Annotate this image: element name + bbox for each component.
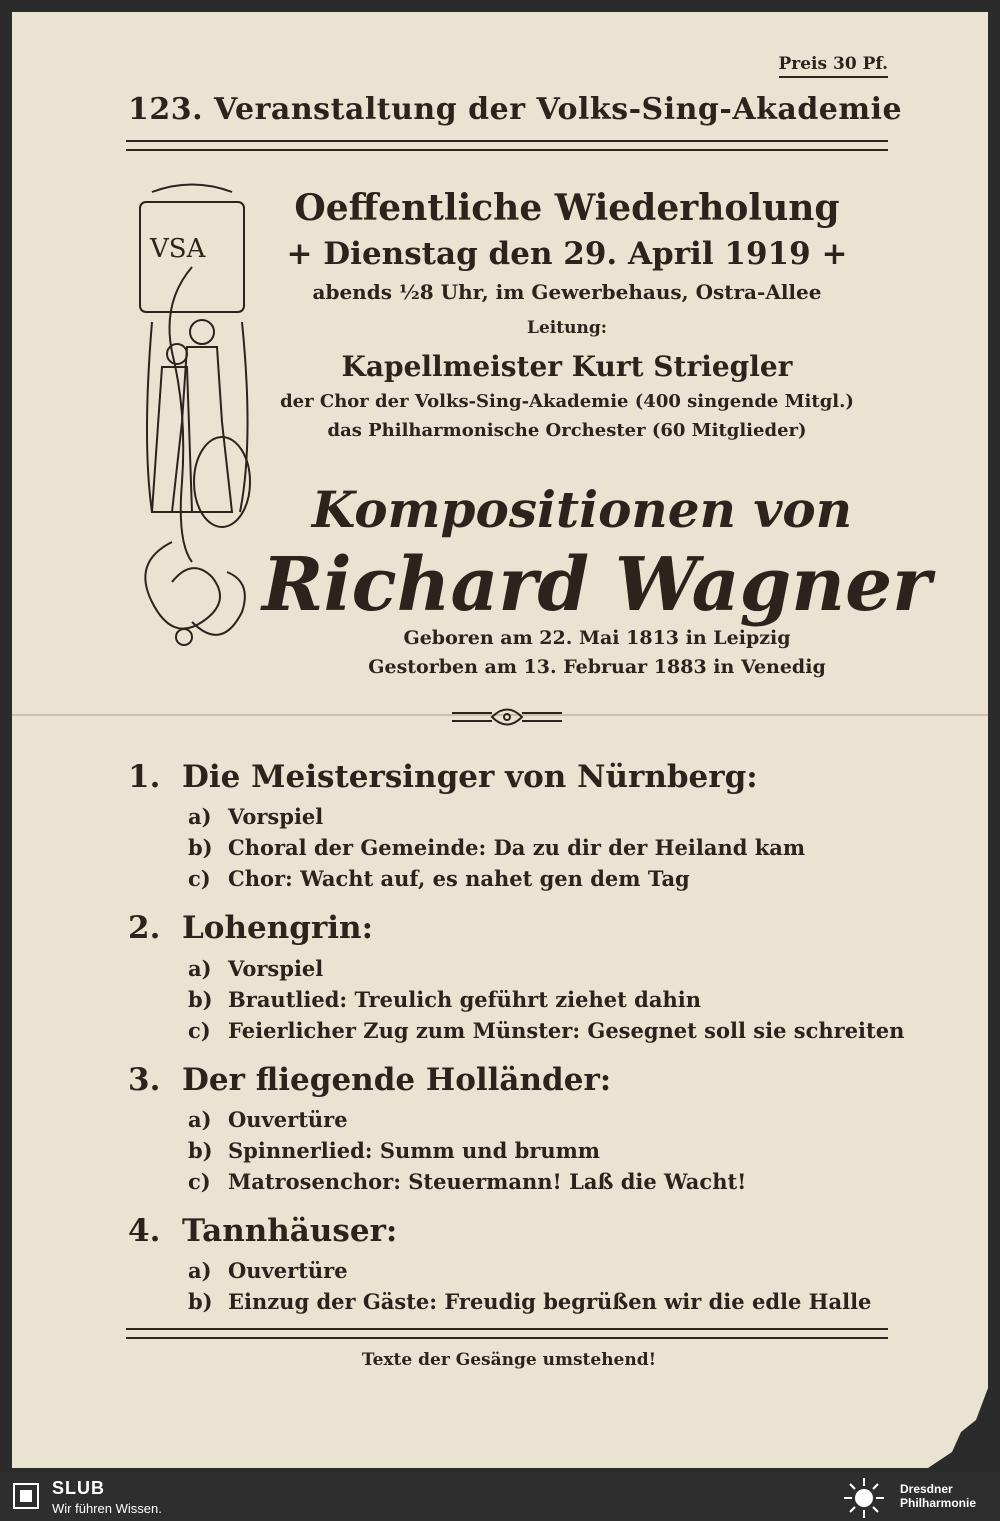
movement-list	[188, 953, 908, 1046]
program-list	[128, 757, 908, 1331]
movement-item	[188, 1104, 908, 1135]
movement-text: Vorspiel	[228, 804, 324, 830]
work-number: 4.	[128, 1212, 161, 1249]
work-number: 3.	[128, 1061, 161, 1098]
movement-text: Choral der Gemeinde: Da zu dir der Heiland kam	[228, 835, 806, 861]
movement-text: Brautlied: Treulich geführt ziehet dahin	[228, 986, 701, 1012]
movement-text: Matrosenchor: Steuermann! Laß die Wacht!	[228, 1168, 747, 1194]
conductor-name: Kapellmeister Kurt Striegler	[341, 350, 793, 384]
composer-life-dates	[342, 624, 852, 681]
movement-letter: b)	[188, 835, 213, 861]
movement-item	[188, 953, 908, 984]
viewer-footer-bar	[0, 1472, 1000, 1521]
program-work	[128, 908, 908, 1045]
movement-letter: a)	[188, 804, 212, 830]
movement-list	[188, 1255, 908, 1317]
philharmonie-name[interactable]	[900, 1482, 976, 1510]
movement-item	[188, 1015, 908, 1046]
torn-corner	[928, 1388, 988, 1468]
movement-letter: a)	[188, 1258, 212, 1284]
movement-item	[188, 1166, 908, 1197]
event-series-header: 123. Veranstaltung der Volks-Sing-Akademie	[128, 92, 903, 127]
work-title	[128, 1211, 908, 1251]
work-title-text: Die Meistersinger von Nürnberg:	[182, 759, 758, 795]
movement-letter: b)	[188, 986, 213, 1012]
movement-item	[188, 1255, 908, 1286]
movement-list	[188, 1104, 908, 1197]
movement-text: Feierlicher Zug zum Münster: Gesegnet soll sie schreiten	[228, 1017, 905, 1043]
work-title-text: Tannhäuser:	[182, 1212, 398, 1249]
event-info-block	[262, 187, 872, 441]
program-work	[128, 1060, 908, 1197]
singers-ornament-icon	[132, 182, 262, 662]
movement-item	[188, 863, 908, 894]
price-label: Preis 30 Pf.	[779, 54, 889, 78]
composer-born: Geboren am 22. Mai 1813 in Leipzig	[403, 627, 791, 649]
movement-item	[188, 1135, 908, 1166]
partner-line-1: Dresdner	[900, 1482, 953, 1496]
footer-note: Texte der Gesänge umstehend!	[361, 1350, 657, 1370]
event-time-venue: abends ½8 Uhr, im Gewerbehaus, Ostra-Allee	[312, 280, 822, 305]
svg-text:VSA: VSA	[150, 234, 206, 264]
movement-text: Chor: Wacht auf, es nahet gen dem Tag	[228, 866, 690, 892]
movement-letter: c)	[188, 866, 211, 892]
movement-item	[188, 801, 908, 832]
work-number: 1.	[128, 759, 161, 795]
work-number: 2.	[128, 910, 161, 947]
movement-item	[188, 832, 908, 863]
event-date: + Dienstag den 29. April 1919 +	[286, 236, 848, 273]
movement-text: Ouvertüre	[228, 1258, 348, 1284]
movement-letter: b)	[188, 1137, 213, 1163]
compositions-label: Kompositionen von	[311, 480, 853, 539]
movement-text: Ouvertüre	[228, 1106, 348, 1132]
movement-text: Vorspiel	[228, 955, 324, 981]
program-work	[128, 757, 908, 894]
knot-divider-icon	[452, 706, 562, 728]
philharmonie-sun-icon[interactable]	[842, 1476, 886, 1520]
slub-logo-icon[interactable]	[12, 1482, 40, 1510]
work-title-text: Der fliegende Holländer:	[182, 1061, 612, 1098]
work-title	[128, 908, 908, 948]
movement-letter: a)	[188, 1106, 212, 1132]
ensemble-orchestra: das Philharmonische Orchester (60 Mitglieder)	[327, 420, 807, 442]
header-double-rule	[126, 140, 888, 151]
leitung-label: Leitung:	[527, 318, 607, 339]
work-title-text: Lohengrin:	[182, 910, 374, 947]
footer-double-rule	[126, 1328, 888, 1339]
ensemble-choir: der Chor der Volks-Sing-Akademie (400 singende Mitgl.)	[280, 391, 854, 413]
partner-line-2: Philharmonie	[900, 1496, 977, 1510]
composer-name: Richard Wagner	[262, 542, 932, 628]
event-title: Oeffentliche Wiederholung	[294, 187, 840, 229]
program-work	[128, 1211, 908, 1317]
movement-text: Spinnerlied: Summ und brumm	[228, 1137, 601, 1163]
movement-item	[188, 984, 908, 1015]
concert-program-sheet	[12, 12, 988, 1468]
movement-list	[188, 801, 908, 894]
movement-letter: c)	[188, 1168, 211, 1194]
movement-text: Einzug der Gäste: Freudig begrüßen wir die edle Halle	[228, 1289, 872, 1315]
movement-letter: a)	[188, 955, 212, 981]
movement-item	[188, 1286, 908, 1317]
movement-letter: b)	[188, 1289, 213, 1315]
movement-letter: c)	[188, 1017, 211, 1043]
slub-name[interactable]: SLUB	[52, 1478, 105, 1498]
work-title	[128, 757, 908, 797]
composer-died: Gestorben am 13. Februar 1883 in Venedig	[368, 655, 826, 678]
work-title	[128, 1060, 908, 1100]
slub-tagline: Wir führen Wissen.	[52, 1501, 162, 1516]
